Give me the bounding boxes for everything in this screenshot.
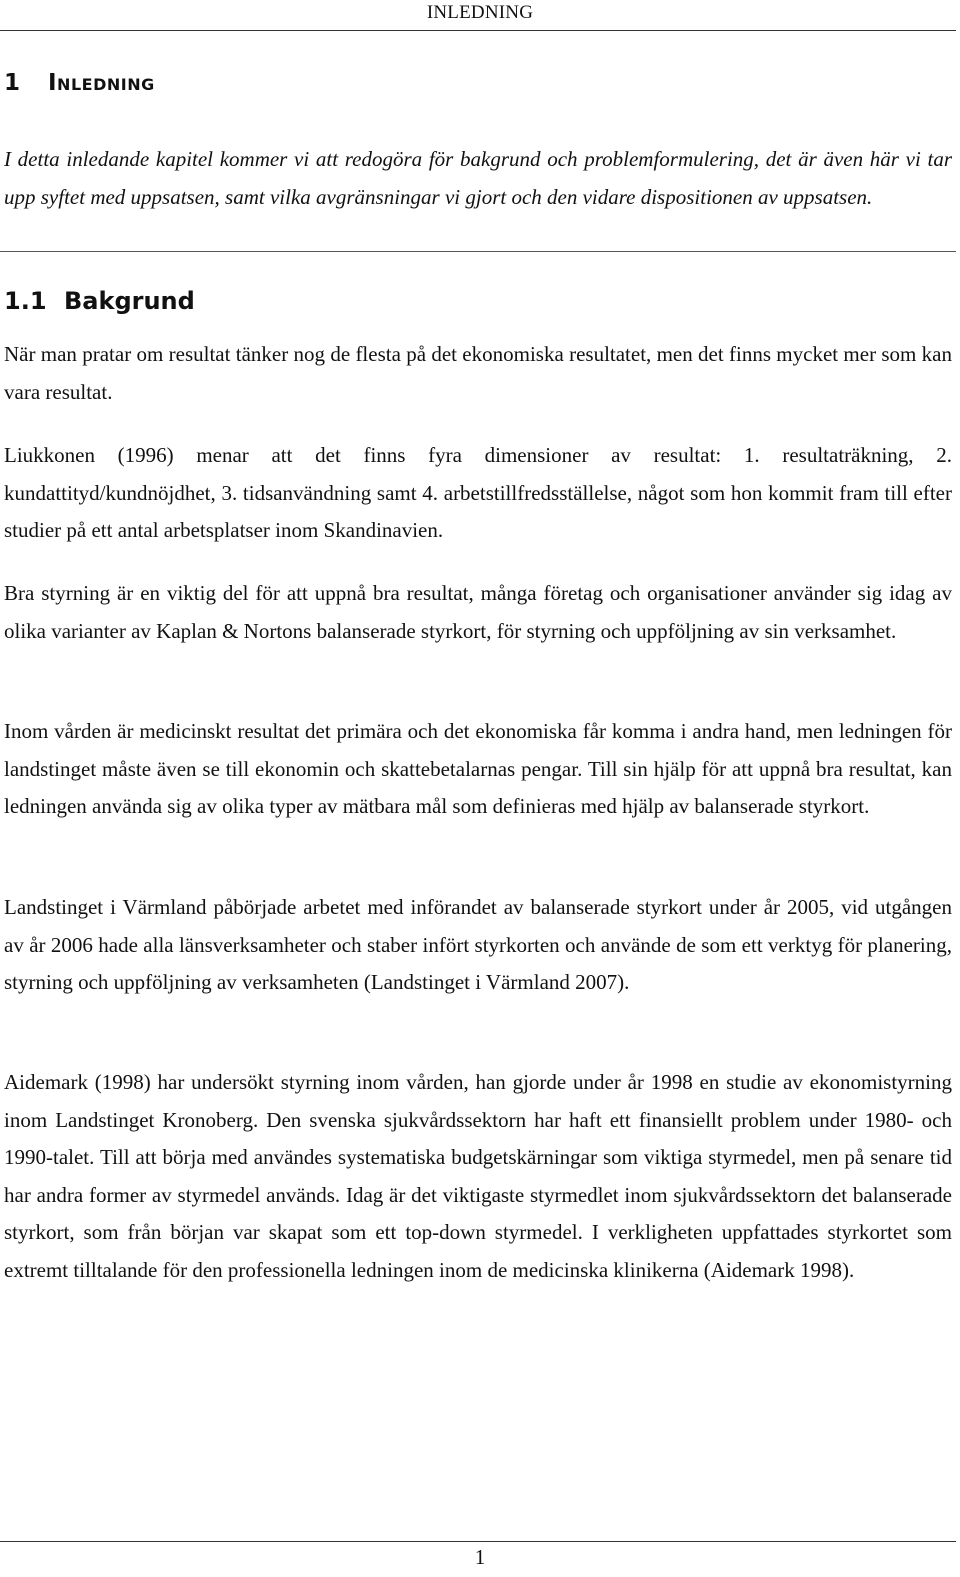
page-number: 1	[474, 1545, 486, 1569]
paragraph: Aidemark (1998) har undersökt styrning inom vården, han gjorde under år 1998 en studie av ekonomistyrning inom Landstinget Kronoberg. Den svenska sjukvårdssektorn har haft ett finansiellt problem under 1980- och 1990-talet. Till att börja med användes systematiska budgetskärningar som viktiga styrmedel, men på senare tid har andra former av styrmedel används. Idag är det viktigaste styrmedlet inom sjukvårdssektorn det balanserade styrkort, som från början var skapat som ett top-down styrmedel. I verkligheten uppfattades styrkortet som extremt tilltalande för den professionella ledningen inom de medicinska klinikerna (Aidemark 1998).	[4, 1070, 952, 1282]
header-divider	[0, 30, 956, 31]
chapter-title	[4, 70, 155, 96]
paragraph: Liukkonen (1996) menar att det finns fyra dimensioner av resultat: 1. resultaträkning, 2. kundattityd/kundnöjdhet, 3. tidsanvändning samt 4. arbetstillfredsställelse, något som hon kommit fram till efter studier på ett antal arbetsplatser inom Skandinavien.	[4, 443, 952, 543]
running-header: INLEDNING	[426, 2, 534, 23]
footer-divider	[0, 1541, 956, 1542]
chapter-title-text: Inledning	[48, 70, 155, 96]
intro-divider	[0, 251, 956, 252]
paragraph: När man pratar om resultat tänker nog de flesta på det ekonomiska resultatet, men det finns mycket mer som kan vara resultat.	[4, 342, 952, 404]
chapter-number: 1	[4, 70, 21, 96]
paragraph: Inom vården är medicinskt resultat det primära och det ekonomiska får komma i andra hand, men ledningen för landstinget måste även se till ekonomin och skattebetalarnas pengar. Till sin hjälp för att uppnå bra resultat, kan ledningen använda sig av olika typer av mätbara mål som definieras med hjälp av balanserade styrkort.	[4, 719, 952, 819]
chapter-intro: I detta inledande kapitel kommer vi att redogöra för bakgrund och problemformulering, det är även här vi tar upp syftet med uppsatsen, samt vilka avgränsningar vi gjort och den vidare dispositionen av uppsatsen.	[4, 147, 952, 209]
section-title	[4, 287, 195, 315]
section-number: 1.1	[4, 287, 47, 315]
paragraph: Bra styrning är en viktig del för att uppnå bra resultat, många företag och organisationer använder sig idag av olika varianter av Kaplan & Nortons balanserade styrkort, för styrning och uppföljning av sin verksamhet.	[4, 581, 952, 643]
section-title-text: Bakgrund	[64, 287, 195, 315]
paragraph: Landstinget i Värmland påbörjade arbetet med införandet av balanserade styrkort under år 2005, vid utgången av år 2006 hade alla länsverksamheter och staber infört styrkorten och använde de som ett verktyg för planering, styrning och uppföljning av verksamheten (Landstinget i Värmland 2007).	[4, 895, 952, 995]
